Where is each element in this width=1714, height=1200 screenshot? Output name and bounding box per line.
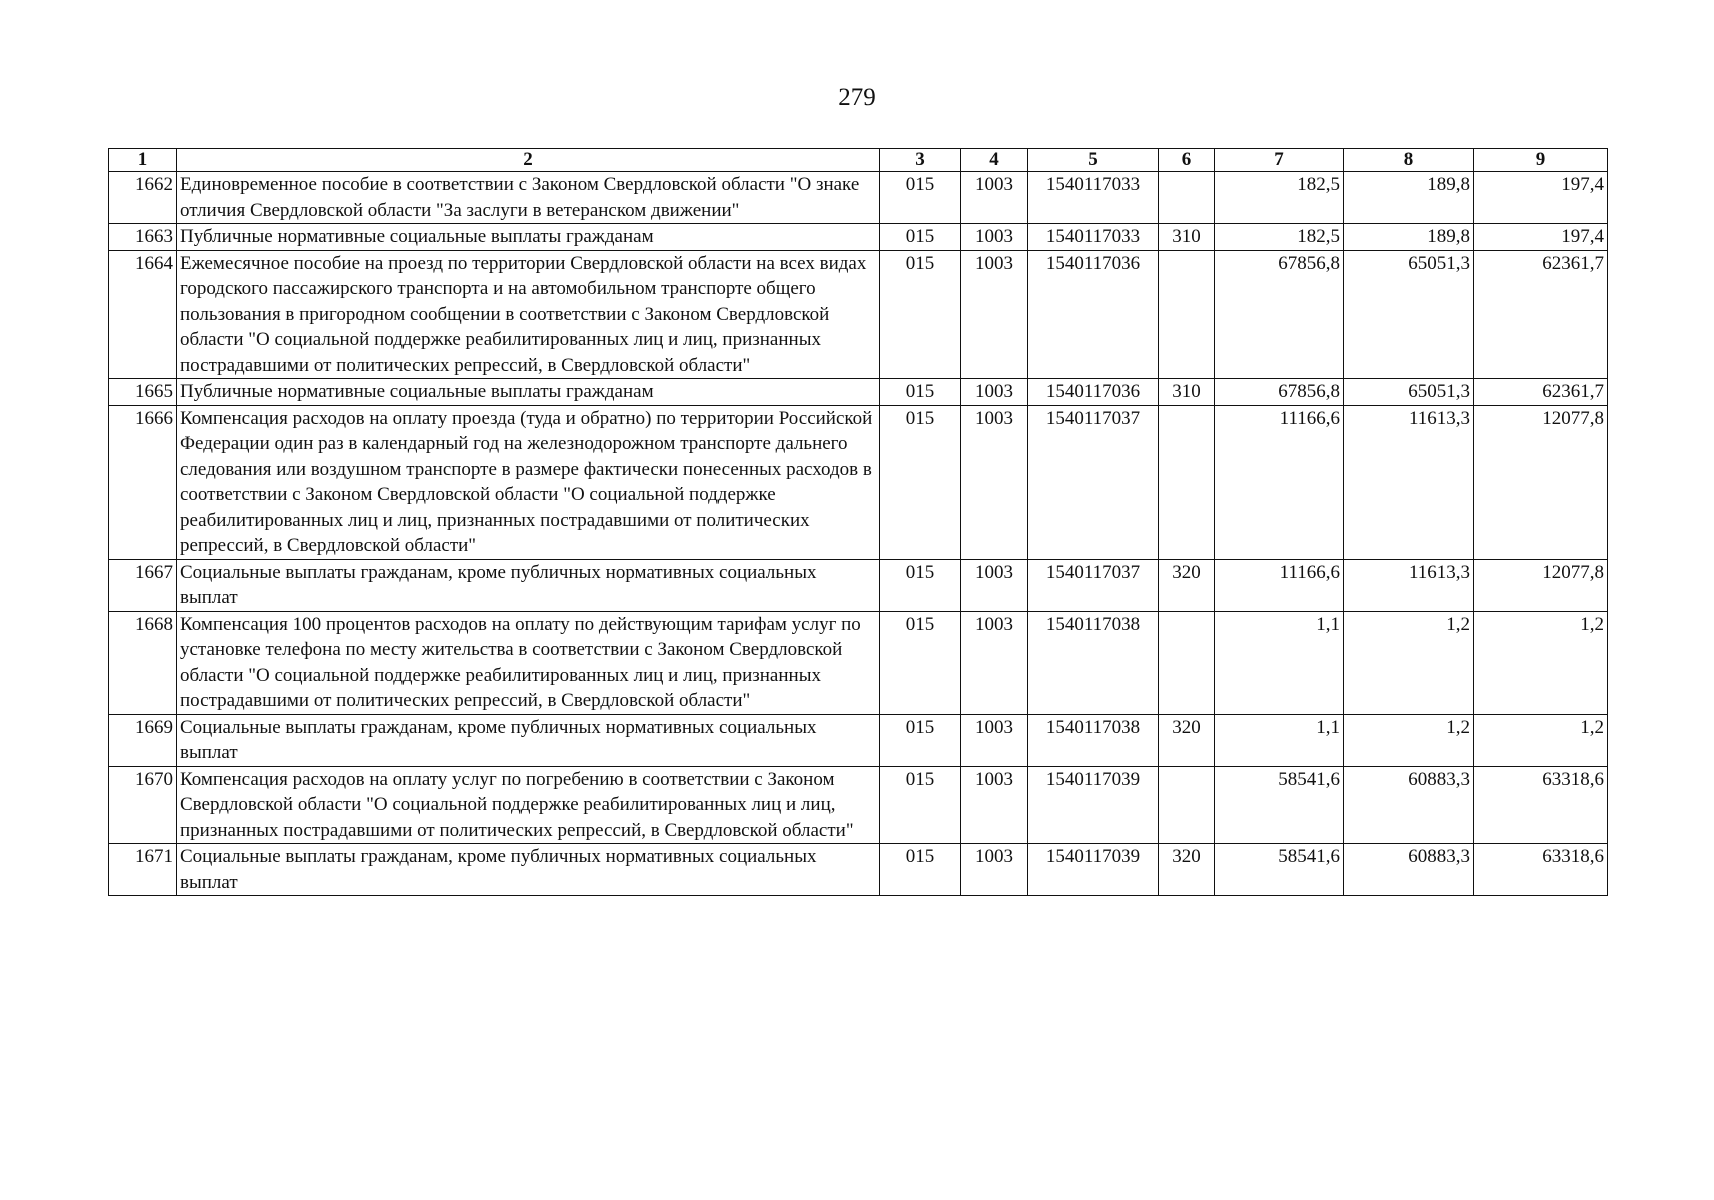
cell-col3: 015 (880, 224, 961, 251)
cell-col5: 1540117039 (1028, 766, 1159, 844)
column-header: 9 (1474, 149, 1608, 172)
cell-col5: 1540117038 (1028, 714, 1159, 766)
cell-col9: 62361,7 (1474, 379, 1608, 406)
row-number: 1670 (109, 766, 177, 844)
cell-col7: 1,1 (1215, 714, 1344, 766)
cell-col8: 11613,3 (1344, 559, 1474, 611)
cell-col6 (1159, 611, 1215, 714)
cell-col5: 1540117033 (1028, 172, 1159, 224)
cell-col4: 1003 (961, 405, 1028, 559)
row-name: Социальные выплаты гражданам, кроме публичных нормативных социальных выплат (177, 559, 880, 611)
cell-col4: 1003 (961, 844, 1028, 896)
cell-col3: 015 (880, 250, 961, 379)
column-header: 1 (109, 149, 177, 172)
table-row (109, 559, 1608, 611)
row-name: Социальные выплаты гражданам, кроме публичных нормативных социальных выплат (177, 714, 880, 766)
cell-col8: 60883,3 (1344, 844, 1474, 896)
column-header: 4 (961, 149, 1028, 172)
row-number: 1669 (109, 714, 177, 766)
cell-col3: 015 (880, 405, 961, 559)
row-name: Ежемесячное пособие на проезд по территории Свердловской области на всех видах городского пассажирского транспорта и на автомобильном транспорте общего пользования в пригородном сообщении в соответствии с Законом Свердловской области "О социальной поддержке реабилитированных лиц и лиц, признанных пострадавшими от политических репрессий, в Свердловской области" (177, 250, 880, 379)
cell-col4: 1003 (961, 250, 1028, 379)
cell-col9: 12077,8 (1474, 559, 1608, 611)
cell-col8: 189,8 (1344, 172, 1474, 224)
cell-col4: 1003 (961, 611, 1028, 714)
table-row (109, 405, 1608, 559)
row-name: Компенсация расходов на оплату проезда (туда и обратно) по территории Российской Федерации один раз в календарный год на железнодорожном транспорте дальнего следования или воздушном транспорте в размере фактически понесенных расходов в соответствии с Законом Свердловской области "О социальной поддержке реабилитированных лиц и лиц, признанных пострадавшими от политических репрессий, в Свердловской области" (177, 405, 880, 559)
page-number: 279 (838, 84, 876, 111)
cell-col8: 11613,3 (1344, 405, 1474, 559)
cell-col5: 1540117039 (1028, 844, 1159, 896)
cell-col7: 58541,6 (1215, 844, 1344, 896)
table-row (109, 379, 1608, 406)
table-row (109, 172, 1608, 224)
row-name: Компенсация расходов на оплату услуг по погребению в соответствии с Законом Свердловской области "О социальной поддержке реабилитированных лиц и лиц, признанных пострадавшими от политических репрессий, в Свердловской области" (177, 766, 880, 844)
row-number: 1663 (109, 224, 177, 251)
cell-col6 (1159, 405, 1215, 559)
column-header: 7 (1215, 149, 1344, 172)
cell-col6 (1159, 766, 1215, 844)
cell-col8: 60883,3 (1344, 766, 1474, 844)
header-row (109, 149, 1608, 172)
row-name: Единовременное пособие в соответствии с Законом Свердловской области "О знаке отличия Свердловской области "За заслуги в ветеранском движении" (177, 172, 880, 224)
cell-col8: 1,2 (1344, 611, 1474, 714)
cell-col3: 015 (880, 766, 961, 844)
column-header: 3 (880, 149, 961, 172)
row-number: 1671 (109, 844, 177, 896)
column-header: 8 (1344, 149, 1474, 172)
cell-col7: 11166,6 (1215, 559, 1344, 611)
cell-col4: 1003 (961, 224, 1028, 251)
cell-col7: 182,5 (1215, 172, 1344, 224)
cell-col3: 015 (880, 172, 961, 224)
row-number: 1664 (109, 250, 177, 379)
cell-col4: 1003 (961, 714, 1028, 766)
cell-col4: 1003 (961, 379, 1028, 406)
cell-col8: 65051,3 (1344, 379, 1474, 406)
cell-col9: 62361,7 (1474, 250, 1608, 379)
cell-col5: 1540117036 (1028, 379, 1159, 406)
table-row (109, 844, 1608, 896)
cell-col6 (1159, 250, 1215, 379)
row-number: 1665 (109, 379, 177, 406)
cell-col4: 1003 (961, 766, 1028, 844)
cell-col7: 11166,6 (1215, 405, 1344, 559)
row-number: 1667 (109, 559, 177, 611)
cell-col9: 197,4 (1474, 172, 1608, 224)
cell-col9: 12077,8 (1474, 405, 1608, 559)
cell-col7: 1,1 (1215, 611, 1344, 714)
cell-col4: 1003 (961, 172, 1028, 224)
cell-col8: 65051,3 (1344, 250, 1474, 379)
cell-col7: 67856,8 (1215, 250, 1344, 379)
cell-col3: 015 (880, 559, 961, 611)
row-number: 1668 (109, 611, 177, 714)
column-header: 5 (1028, 149, 1159, 172)
cell-col3: 015 (880, 611, 961, 714)
table-row (109, 224, 1608, 251)
column-header: 6 (1159, 149, 1215, 172)
cell-col7: 67856,8 (1215, 379, 1344, 406)
row-name: Публичные нормативные социальные выплаты гражданам (177, 379, 880, 406)
cell-col5: 1540117033 (1028, 224, 1159, 251)
row-name: Социальные выплаты гражданам, кроме публичных нормативных социальных выплат (177, 844, 880, 896)
cell-col5: 1540117038 (1028, 611, 1159, 714)
row-number: 1666 (109, 405, 177, 559)
row-name: Публичные нормативные социальные выплаты гражданам (177, 224, 880, 251)
cell-col9: 63318,6 (1474, 844, 1608, 896)
row-name: Компенсация 100 процентов расходов на оплату по действующим тарифам услуг по установке телефона по месту жительства в соответствии с Законом Свердловской области "О социальной поддержке реабилитированных лиц и лиц, признанных пострадавшими от политических репрессий, в Свердловской области" (177, 611, 880, 714)
cell-col3: 015 (880, 714, 961, 766)
cell-col5: 1540117037 (1028, 405, 1159, 559)
cell-col9: 63318,6 (1474, 766, 1608, 844)
cell-col6: 310 (1159, 379, 1215, 406)
cell-col8: 189,8 (1344, 224, 1474, 251)
cell-col5: 1540117037 (1028, 559, 1159, 611)
table-row (109, 766, 1608, 844)
cell-col3: 015 (880, 844, 961, 896)
cell-col6: 320 (1159, 559, 1215, 611)
cell-col8: 1,2 (1344, 714, 1474, 766)
cell-col7: 182,5 (1215, 224, 1344, 251)
cell-col9: 1,2 (1474, 714, 1608, 766)
table-row (109, 714, 1608, 766)
cell-col4: 1003 (961, 559, 1028, 611)
cell-col6: 310 (1159, 224, 1215, 251)
row-number: 1662 (109, 172, 177, 224)
cell-col6: 320 (1159, 844, 1215, 896)
budget-table (108, 148, 1608, 896)
cell-col9: 1,2 (1474, 611, 1608, 714)
cell-col6: 320 (1159, 714, 1215, 766)
table-row (109, 611, 1608, 714)
cell-col6 (1159, 172, 1215, 224)
column-header: 2 (177, 149, 880, 172)
cell-col5: 1540117036 (1028, 250, 1159, 379)
cell-col7: 58541,6 (1215, 766, 1344, 844)
cell-col3: 015 (880, 379, 961, 406)
table-row (109, 250, 1608, 379)
cell-col9: 197,4 (1474, 224, 1608, 251)
